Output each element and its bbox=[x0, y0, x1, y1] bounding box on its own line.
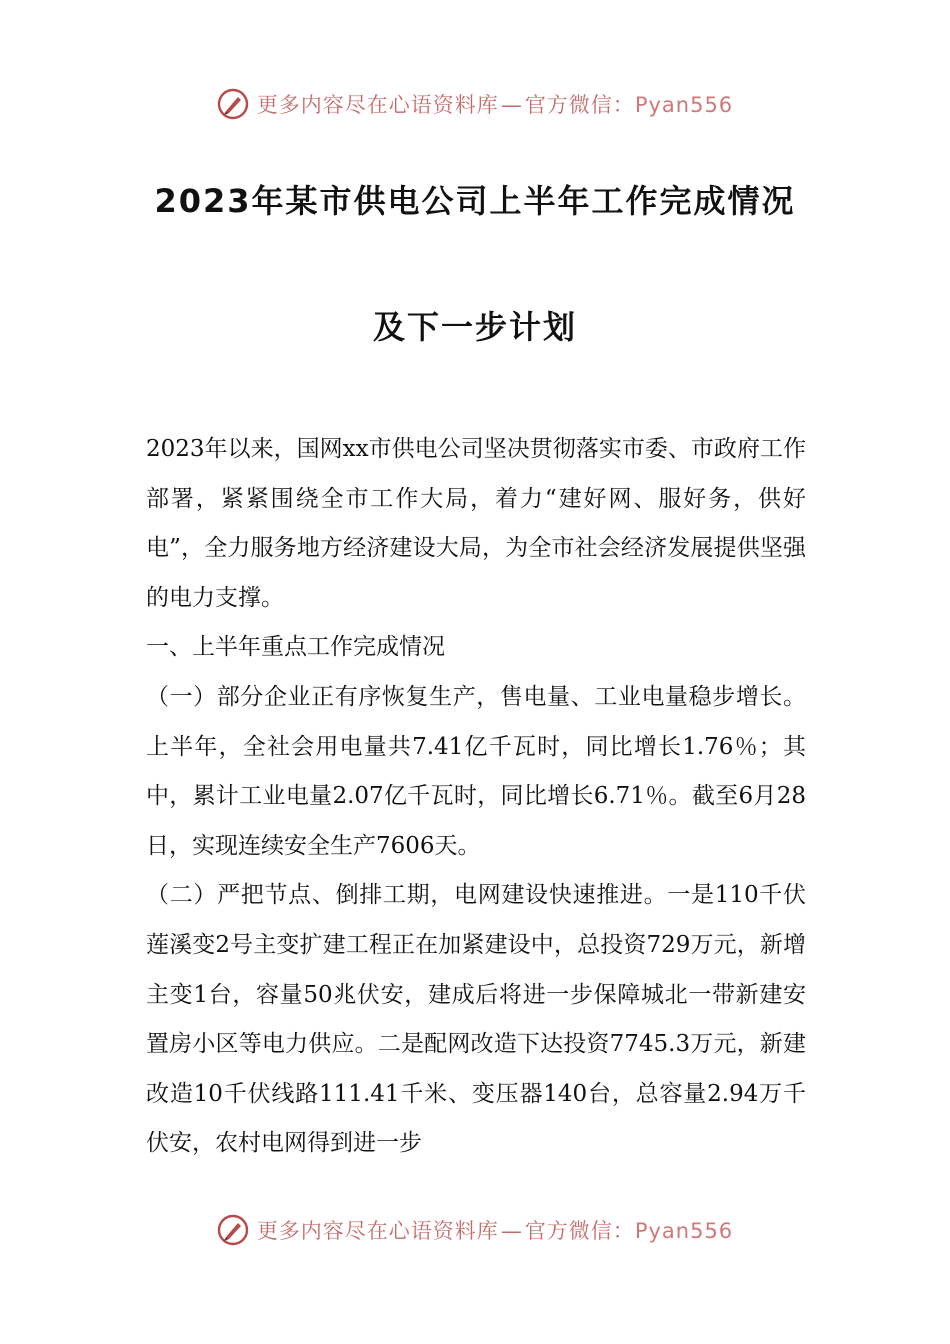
watermark-header bbox=[0, 84, 950, 124]
section-heading: 一、上半年重点工作完成情况 bbox=[146, 634, 445, 661]
intro-paragraph: 2023年以来，国网xx市供电公司坚决贯彻落实市委、市政府工作部署，紧紧围绕全市工作大局，着力“建好网、服好务，供好电”，全力服务地方经济建设大局，为全市社会经济发展提供坚强的电力支撑。 bbox=[146, 436, 806, 611]
document-title-line-1: 2023年某市供电公司上半年工作完成情况 bbox=[154, 182, 796, 220]
watermark-text: 更多内容尽在心语资料库—官方微信：Pyan556 bbox=[256, 1219, 734, 1243]
watermark-footer bbox=[0, 1210, 950, 1250]
item-one-paragraph: （一）部分企业正有序恢复生产，售电量、工业电量稳步增长。上半年，全社会用电量共7.41亿千瓦时，同比增长1.76％；其中，累计工业电量2.07亿千瓦时，同比增长6.71％。截至6月28日，实现连续安全生产7606天。 bbox=[146, 683, 806, 859]
watermark-text: 更多内容尽在心语资料库—官方微信：Pyan556 bbox=[256, 93, 734, 117]
item-two-paragraph: （二）严把节点、倒排工期，电网建设快速推进。一是110千伏莲溪变2号主变扩建工程正在加紧建设中，总投资729万元，新增主变1台，容量50兆伏安，建成后将进一步保障城北一带新建安置房小区等电力供应。二是配网改造下达投资7745.3万元，新建改造10千伏线路111.41千米、变压器140台，总容量2.94万千伏安，农村电网得到进一步 bbox=[146, 882, 806, 1157]
document-title-line-2: 及下一步计划 bbox=[372, 308, 577, 346]
pen-logo-icon bbox=[217, 1214, 249, 1246]
document-body bbox=[146, 425, 806, 1169]
pen-logo-icon bbox=[217, 88, 249, 120]
